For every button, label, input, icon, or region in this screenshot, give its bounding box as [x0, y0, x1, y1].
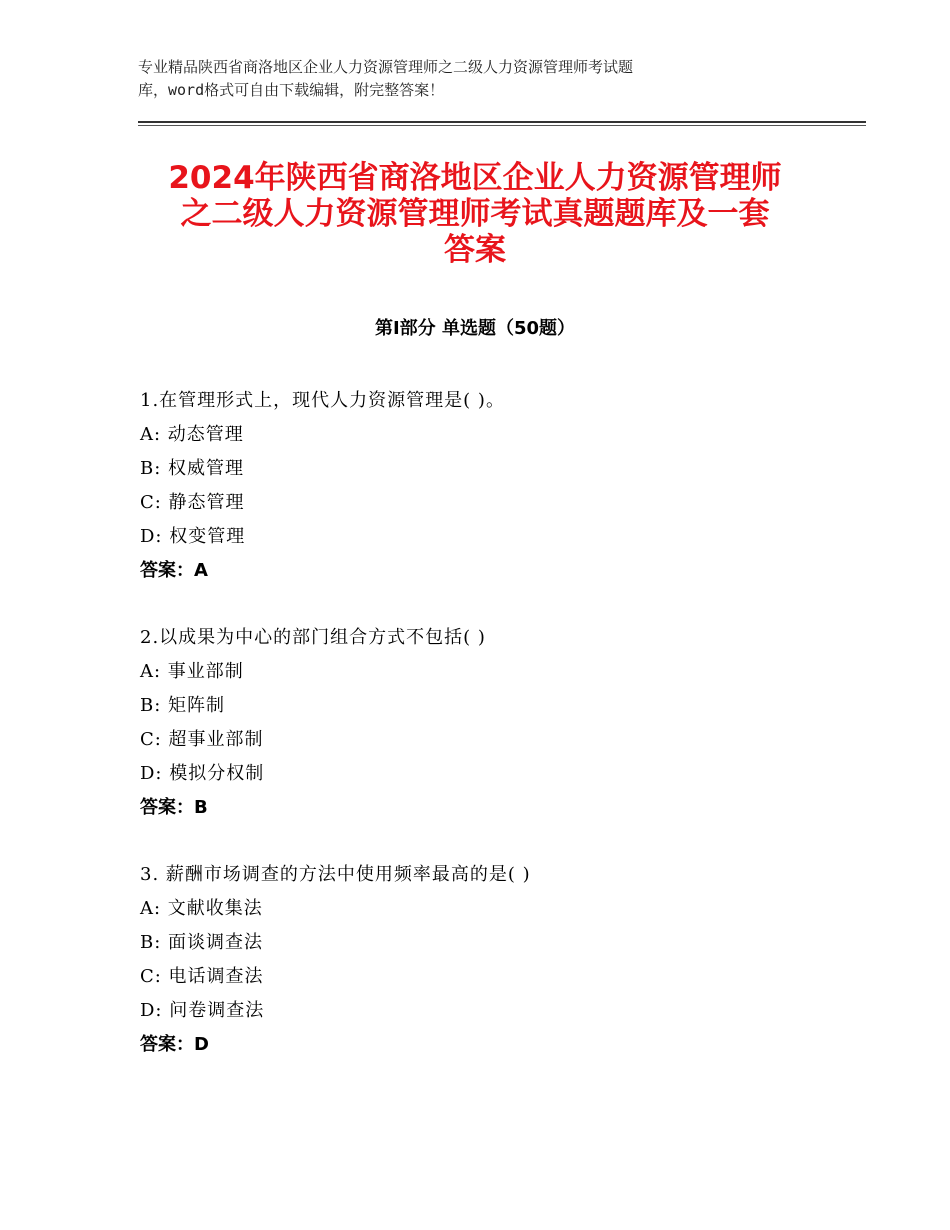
- answer: 答案：B: [140, 797, 208, 818]
- answer: 答案：A: [140, 560, 208, 581]
- header-note-line-2: 库，word格式可自由下载编辑，附完整答案！: [138, 81, 445, 99]
- header-note: [138, 56, 828, 102]
- document-title-line-2: 之二级人力资源管理师考试真题题库及一套: [180, 196, 770, 232]
- question-stem: 1.在管理形式上，现代人力资源管理是( )。: [140, 390, 505, 411]
- option-a: A: 动态管理: [140, 424, 244, 445]
- question-2: [140, 621, 840, 825]
- option-a: A: 文献收集法: [140, 898, 263, 919]
- option-a: A: 事业部制: [140, 661, 244, 682]
- answer: 答案：D: [140, 1034, 209, 1055]
- header-divider-thin: [138, 125, 866, 126]
- document-title: [120, 160, 830, 268]
- question-list: [140, 384, 840, 1095]
- option-d: D: 问卷调查法: [140, 1000, 265, 1021]
- option-b: B: 矩阵制: [140, 695, 226, 716]
- question-stem: 2.以成果为中心的部门组合方式不包括( ): [140, 627, 486, 648]
- question-stem: 3. 薪酬市场调查的方法中使用频率最高的是( ): [140, 864, 531, 885]
- option-b: B: 权威管理: [140, 458, 245, 479]
- document-title-line-1: 2024年陕西省商洛地区企业人力资源管理师: [168, 160, 782, 196]
- header-divider-thick: [138, 121, 866, 123]
- option-c: C: 电话调查法: [140, 966, 264, 987]
- document-title-line-3: 答案: [444, 232, 506, 268]
- question-1: [140, 384, 840, 588]
- question-3: [140, 858, 840, 1062]
- option-d: D: 权变管理: [140, 526, 246, 547]
- option-c: C: 静态管理: [140, 492, 245, 513]
- section-heading: 第Ⅰ部分 单选题（50题）: [374, 318, 575, 339]
- option-b: B: 面谈调查法: [140, 932, 264, 953]
- option-c: C: 超事业部制: [140, 729, 264, 750]
- header-note-line-1: 专业精品陕西省商洛地区企业人力资源管理师之二级人力资源管理师考试题: [138, 58, 634, 76]
- option-d: D: 模拟分权制: [140, 763, 265, 784]
